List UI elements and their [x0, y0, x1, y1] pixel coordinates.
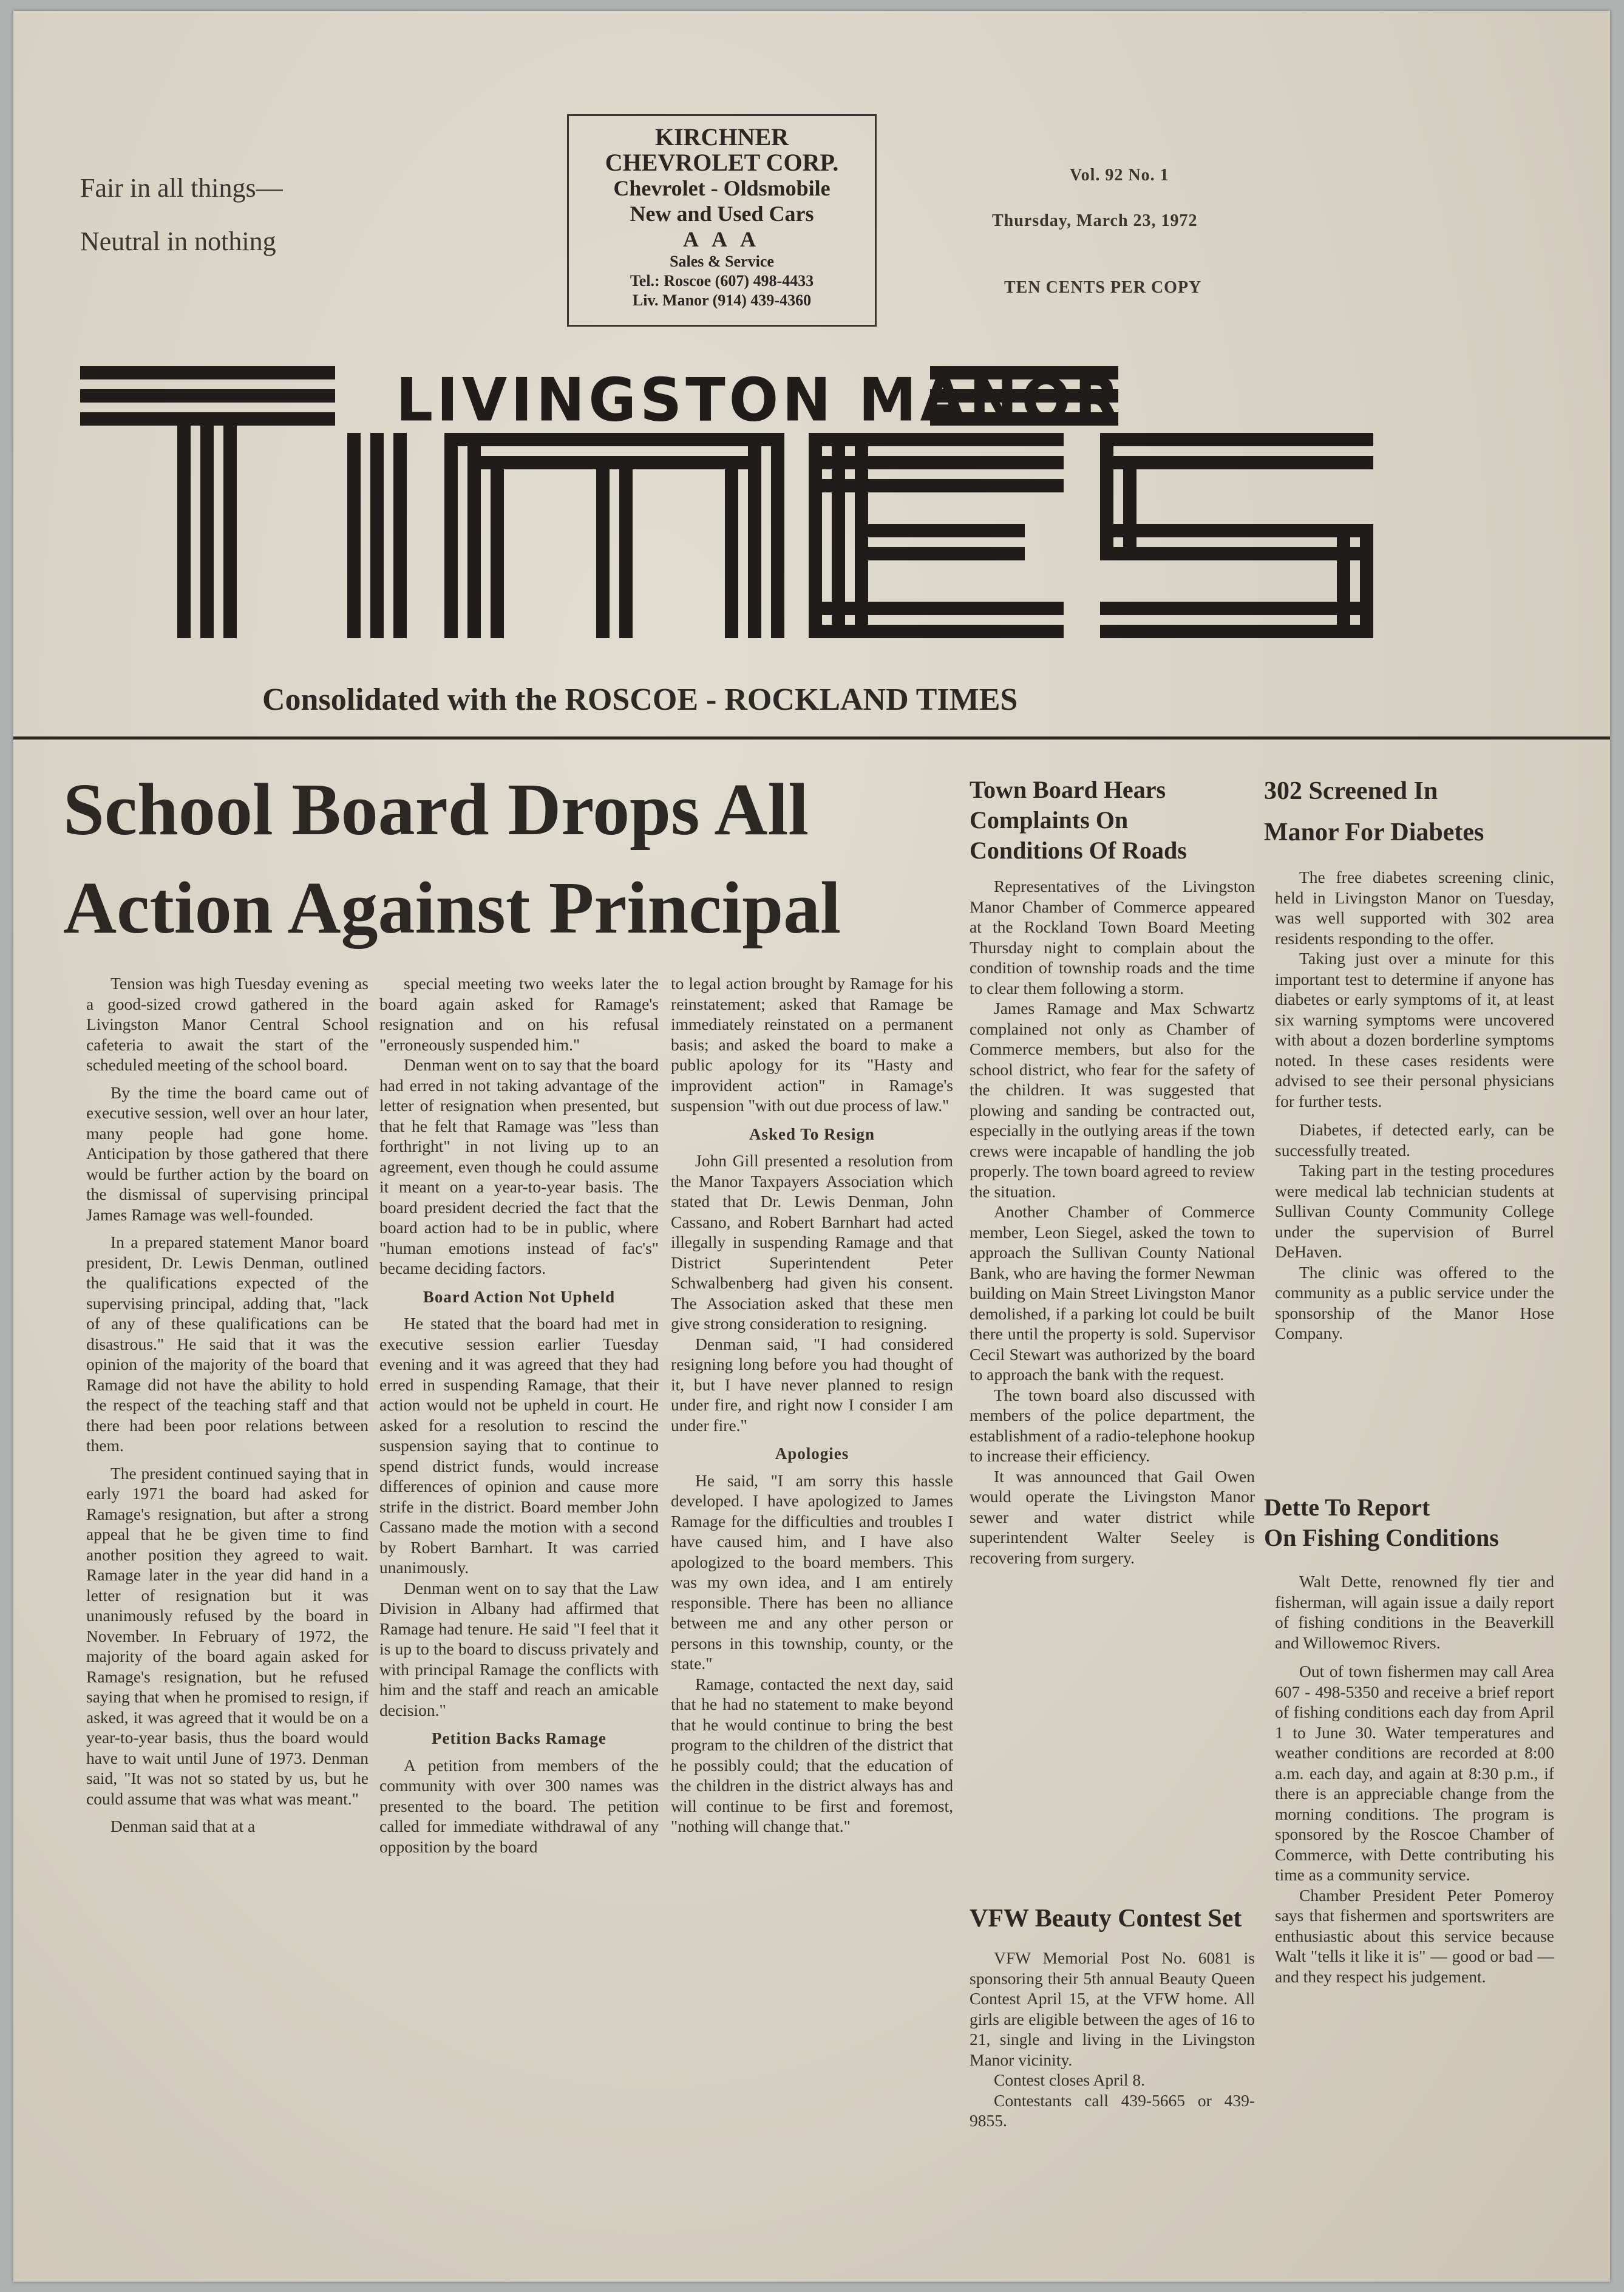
paragraph: Denman went on to say that the Law Division in Albany had affirmed that Ramage had tenure. He said "I feel that it is up to the board to discuss privately and with principal Ramage the conflicts with him and the staff and reach an amicable decision." — [379, 1578, 659, 1719]
lead-column-1 — [86, 973, 369, 1837]
kirchner-ad — [567, 114, 877, 327]
vfw-headline: VFW Beauty Contest Set — [970, 1905, 1242, 1933]
dette-headline-line-2: On Fishing Conditions — [1264, 1524, 1499, 1551]
paragraph: It was announced that Gail Owen would operate the Livingston Manor sewer and water district while superintendent Walter Seeley is recovering from surgery. — [970, 1466, 1255, 1567]
paragraph: VFW Memorial Post No. 6081 is sponsoring their 5th annual Beauty Queen Contest April 15, at the VFW home. All girls are eligible between the ages of 16 to 21, single and living in the Livingston Manor vicinity. — [970, 1948, 1255, 2069]
paragraph: Contest closes April 8. — [994, 2070, 1146, 2089]
consolidated-line: Consolidated with the ROSCOE - ROCKLAND TIMES — [262, 682, 1018, 717]
dette-story — [1275, 1571, 1554, 1987]
issue-date: Thursday, March 23, 1972 — [992, 211, 1198, 230]
subhead-apologies: Apologies — [775, 1444, 849, 1463]
lead-headline-line-2: Action Against Principal — [63, 867, 841, 949]
price: TEN CENTS PER COPY — [1004, 278, 1202, 297]
diabetes-story — [1275, 867, 1554, 1344]
town-board-headline-line-1: Town Board Hears — [970, 776, 1166, 803]
paragraph: The town board also discussed with members of the police department, the establishment of a radio-telephone hookup to increase their efficiency. — [970, 1385, 1255, 1465]
paragraph: special meeting two weeks later the board again asked for Ramage's resignation and on his refusal "erroneously suspended him." — [379, 974, 659, 1054]
paragraph: He stated that the board had met in executive session earlier Tuesday evening and it was agreed that they had erred in suspending Ramage, that their action would not be upheld in court. He asked for a resolution to rescind the suspension saying that to continue to spend district funds, would increase differences of opinion and cause more strife in the district. Board member John Cassano made the motion with a second by Robert Barnhart. It was carried unanimously. — [379, 1314, 659, 1577]
paragraph: Chamber President Peter Pomeroy says that fishermen and sportswriters are enthusiastic about this service because Walt "tells it like it is" — good or bad — and they respect his judgement. — [1275, 1885, 1554, 1986]
motto-line-1: Fair in all things— — [80, 173, 283, 203]
paragraph: James Ramage and Max Schwartz complained not only as Chamber of Commerce members, but also for the school district, who fear for the safety of the children. It was suggested that plowing and sanding be contracted out, especially in the outlying areas if the town crews were incapable of handling the job properly. The town board agreed to review the situation. — [970, 999, 1255, 1201]
paper-kicker: LIVINGSTON MANOR — [396, 365, 1123, 435]
lead-headline-line-1: School Board Drops All — [63, 769, 809, 851]
ad-line-5: A A A — [682, 227, 761, 251]
paragraph: Another Chamber of Commerce member, Leon Siegel, asked the town to approach the Sullivan County National Bank, who are having the former Newman building on Main Street Livingston Manor demolished, if a parking lot could be built there until the property is sold. Supervisor Cecil Stewart was authorized by the board to approach the bank with the request. — [970, 1202, 1255, 1384]
paragraph: A petition from members of the community with over 300 names was presented to the board. The petition called for immediate withdrawal of any opposition by the board — [379, 1755, 659, 1856]
paragraph: John Gill presented a resolution from the Manor Taxpayers Association which stated that Dr. Lewis Denman, John Cassano, and Robert Barnhart had acted illegally in suspending Ramage and that District Superintendent Peter Schwalbenberg had given his consent. The Association asked that these men give strong consideration to resigning. — [671, 1151, 953, 1333]
masthead-rule — [13, 736, 1610, 740]
motto-line-2: Neutral in nothing — [80, 226, 276, 256]
diabetes-headline — [1264, 775, 1574, 849]
town-board-headline — [970, 775, 1255, 866]
paragraph: Denman said, "I had considered resigning long before you had thought of it, but I have never planned to resign under fire, and right now I consider I am under fire." — [671, 1334, 953, 1435]
paragraph: to legal action brought by Ramage for his reinstatement; asked that Ramage be immediately reinstated on a permanent basis; and asked the board to make a public apology for its "Hasty and improvident action" in Ramage's suspension "with out due process of law." — [671, 974, 953, 1115]
ad-line-4: New and Used Cars — [630, 202, 814, 226]
paragraph: The president continued saying that in early 1971 the board had asked for Ramage's resignation, but after a strong appeal that he be given time to find another position they agreed to wait. Ramage later in the year did hand in a letter of resignation but it was unanimously refused by the board in November. In February of 1972, the majority of the board again asked for Ramage's resignation, but he refused saying that when he promised to resign, if asked, it was agreed that it would be on a year-to-year basis, thus the board would have to wait until June of 1973. Denman said, "It was not so stated by us, but he could assume that was what was meant." — [86, 1463, 369, 1808]
motto — [80, 170, 283, 260]
subhead-board-action: Board Action Not Upheld — [423, 1287, 616, 1306]
dette-headline — [1264, 1492, 1574, 1553]
volume-number: Vol. 92 No. 1 — [1070, 166, 1169, 185]
diabetes-headline-line-2: Manor For Diabetes — [1264, 818, 1484, 846]
paragraph: He said, "I am sorry this hassle developed. I have apologized to James Ramage for the difficulties and troubles I have caused him, and I have also apologized to the board members. This was my own idea, and I am entirely responsible. There has been no alliance between me and any other person or persons in this township, county, or the state." — [671, 1471, 953, 1673]
ad-line-6: Sales & Service — [670, 253, 774, 270]
paragraph: Diabetes, if detected early, can be successfully treated. — [1275, 1120, 1554, 1160]
paragraph: Taking part in the testing procedures were medical lab technician students at Sullivan County Community College under the supervision of Burrel DeHaven. — [1275, 1161, 1554, 1261]
subhead-petition: Petition Backs Ramage — [432, 1729, 606, 1747]
subhead-asked-to-resign: Asked To Resign — [749, 1124, 875, 1143]
paragraph: By the time the board came out of executive session, well over an hour later, many people had gone home. Anticipation by those gathered that there would be further action by the board on the dismissal of supervising principal James Ramage was well-founded. — [86, 1083, 369, 1224]
paragraph: Out of town fishermen may call Area 607 - 498-5350 and receive a brief report of fishing conditions each day from April 1 to June 30. Water temperatures and weather conditions are recorded at 8:00 a.m. each day, and again at 8:30 p.m., if there is an appreciable change from the morning conditions. The program is sponsored by the Roscoe Chamber of Commerce, with Dette contributing his time as a community service. — [1275, 1662, 1554, 1884]
paragraph: Denman went on to say that the board had erred in not taking advantage of the letter of resignation when presented, but that he felt that Ramage was "less than forthright" in not living up to an agreement, even though he could assume it meant on a year-to-year basis. The board president decried the fact that the board action had to be in public, where "human emotions instead of fac's" became deciding factors. — [379, 1055, 659, 1277]
paragraph: The clinic was offered to the community as a public service under the sponsorship of the Manor Hose Company. — [1275, 1262, 1554, 1342]
paragraph: Representatives of the Livingston Manor Chamber of Commerce appeared at the Rockland Town Board Meeting Thursday night to complain about the condition of township roads and the time to clear them following a storm. — [970, 877, 1255, 998]
town-board-headline-line-3: Conditions Of Roads — [970, 837, 1187, 864]
diabetes-headline-line-1: 302 Screened In — [1264, 777, 1438, 805]
paragraph: Tension was high Tuesday evening as a good-sized crowd gathered in the Livingston Manor Central School cafeteria to await the start of the scheduled meeting of the school board. — [86, 974, 369, 1074]
newspaper-page — [13, 11, 1610, 2282]
dette-headline-line-1: Dette To Report — [1264, 1494, 1430, 1521]
paragraph: The free diabetes screening clinic, held in Livingston Manor on Tuesday, was well supported with 302 area residents responding to the offer. — [1275, 868, 1554, 948]
ad-line-1: KIRCHNER — [654, 123, 789, 151]
ad-line-2: CHEVROLET CORP. — [605, 149, 839, 176]
town-board-headline-line-2: Complaints On — [970, 806, 1129, 834]
lead-column-2 — [379, 973, 659, 1857]
lead-headline — [63, 761, 943, 957]
paragraph: Contestants call 439-5665 or 439- 9855. — [970, 2090, 1255, 2130]
ad-line-3: Chevrolet - Oldsmobile — [613, 176, 831, 200]
ad-line-8: Liv. Manor (914) 439-4360 — [632, 291, 812, 309]
lead-column-3 — [671, 973, 953, 1837]
paragraph: In a prepared statement Manor board president, Dr. Lewis Denman, outlined the qualifications expected of the supervising principal, adding that, "lack of any of these qualifications can be disastrous." He said that it was the opinion of the majority of the board that Ramage did not have the ability to hold the respect of the teaching staff and that there had been poor relations between them. — [86, 1233, 369, 1455]
town-board-story — [970, 876, 1255, 1568]
paragraph: Walt Dette, renowned fly tier and fisherman, will again issue a daily report of fishing conditions in the Beaverkill and Willowemoc Rivers. — [1275, 1572, 1554, 1652]
vfw-story — [970, 1948, 1255, 2131]
paragraph: Ramage, contacted the next day, said that he had no statement to make beyond that he would continue to bring the best program to the children of the district that he possibly could; that the education of the children in the district always has and will continue to be first and foremost, "nothing will change that." — [671, 1674, 953, 1835]
paragraph: Denman said that at a — [110, 1817, 256, 1835]
paragraph: Taking just over a minute for this important test to determine if anyone has diabetes or early symptoms of it, at least six warning symptoms were uncovered with about a dozen borderline symptoms noted. In these cases residents were advised to see their personal physicians for further tests. — [1275, 949, 1554, 1110]
ad-line-7: Tel.: Roscoe (607) 498-4433 — [630, 272, 814, 290]
